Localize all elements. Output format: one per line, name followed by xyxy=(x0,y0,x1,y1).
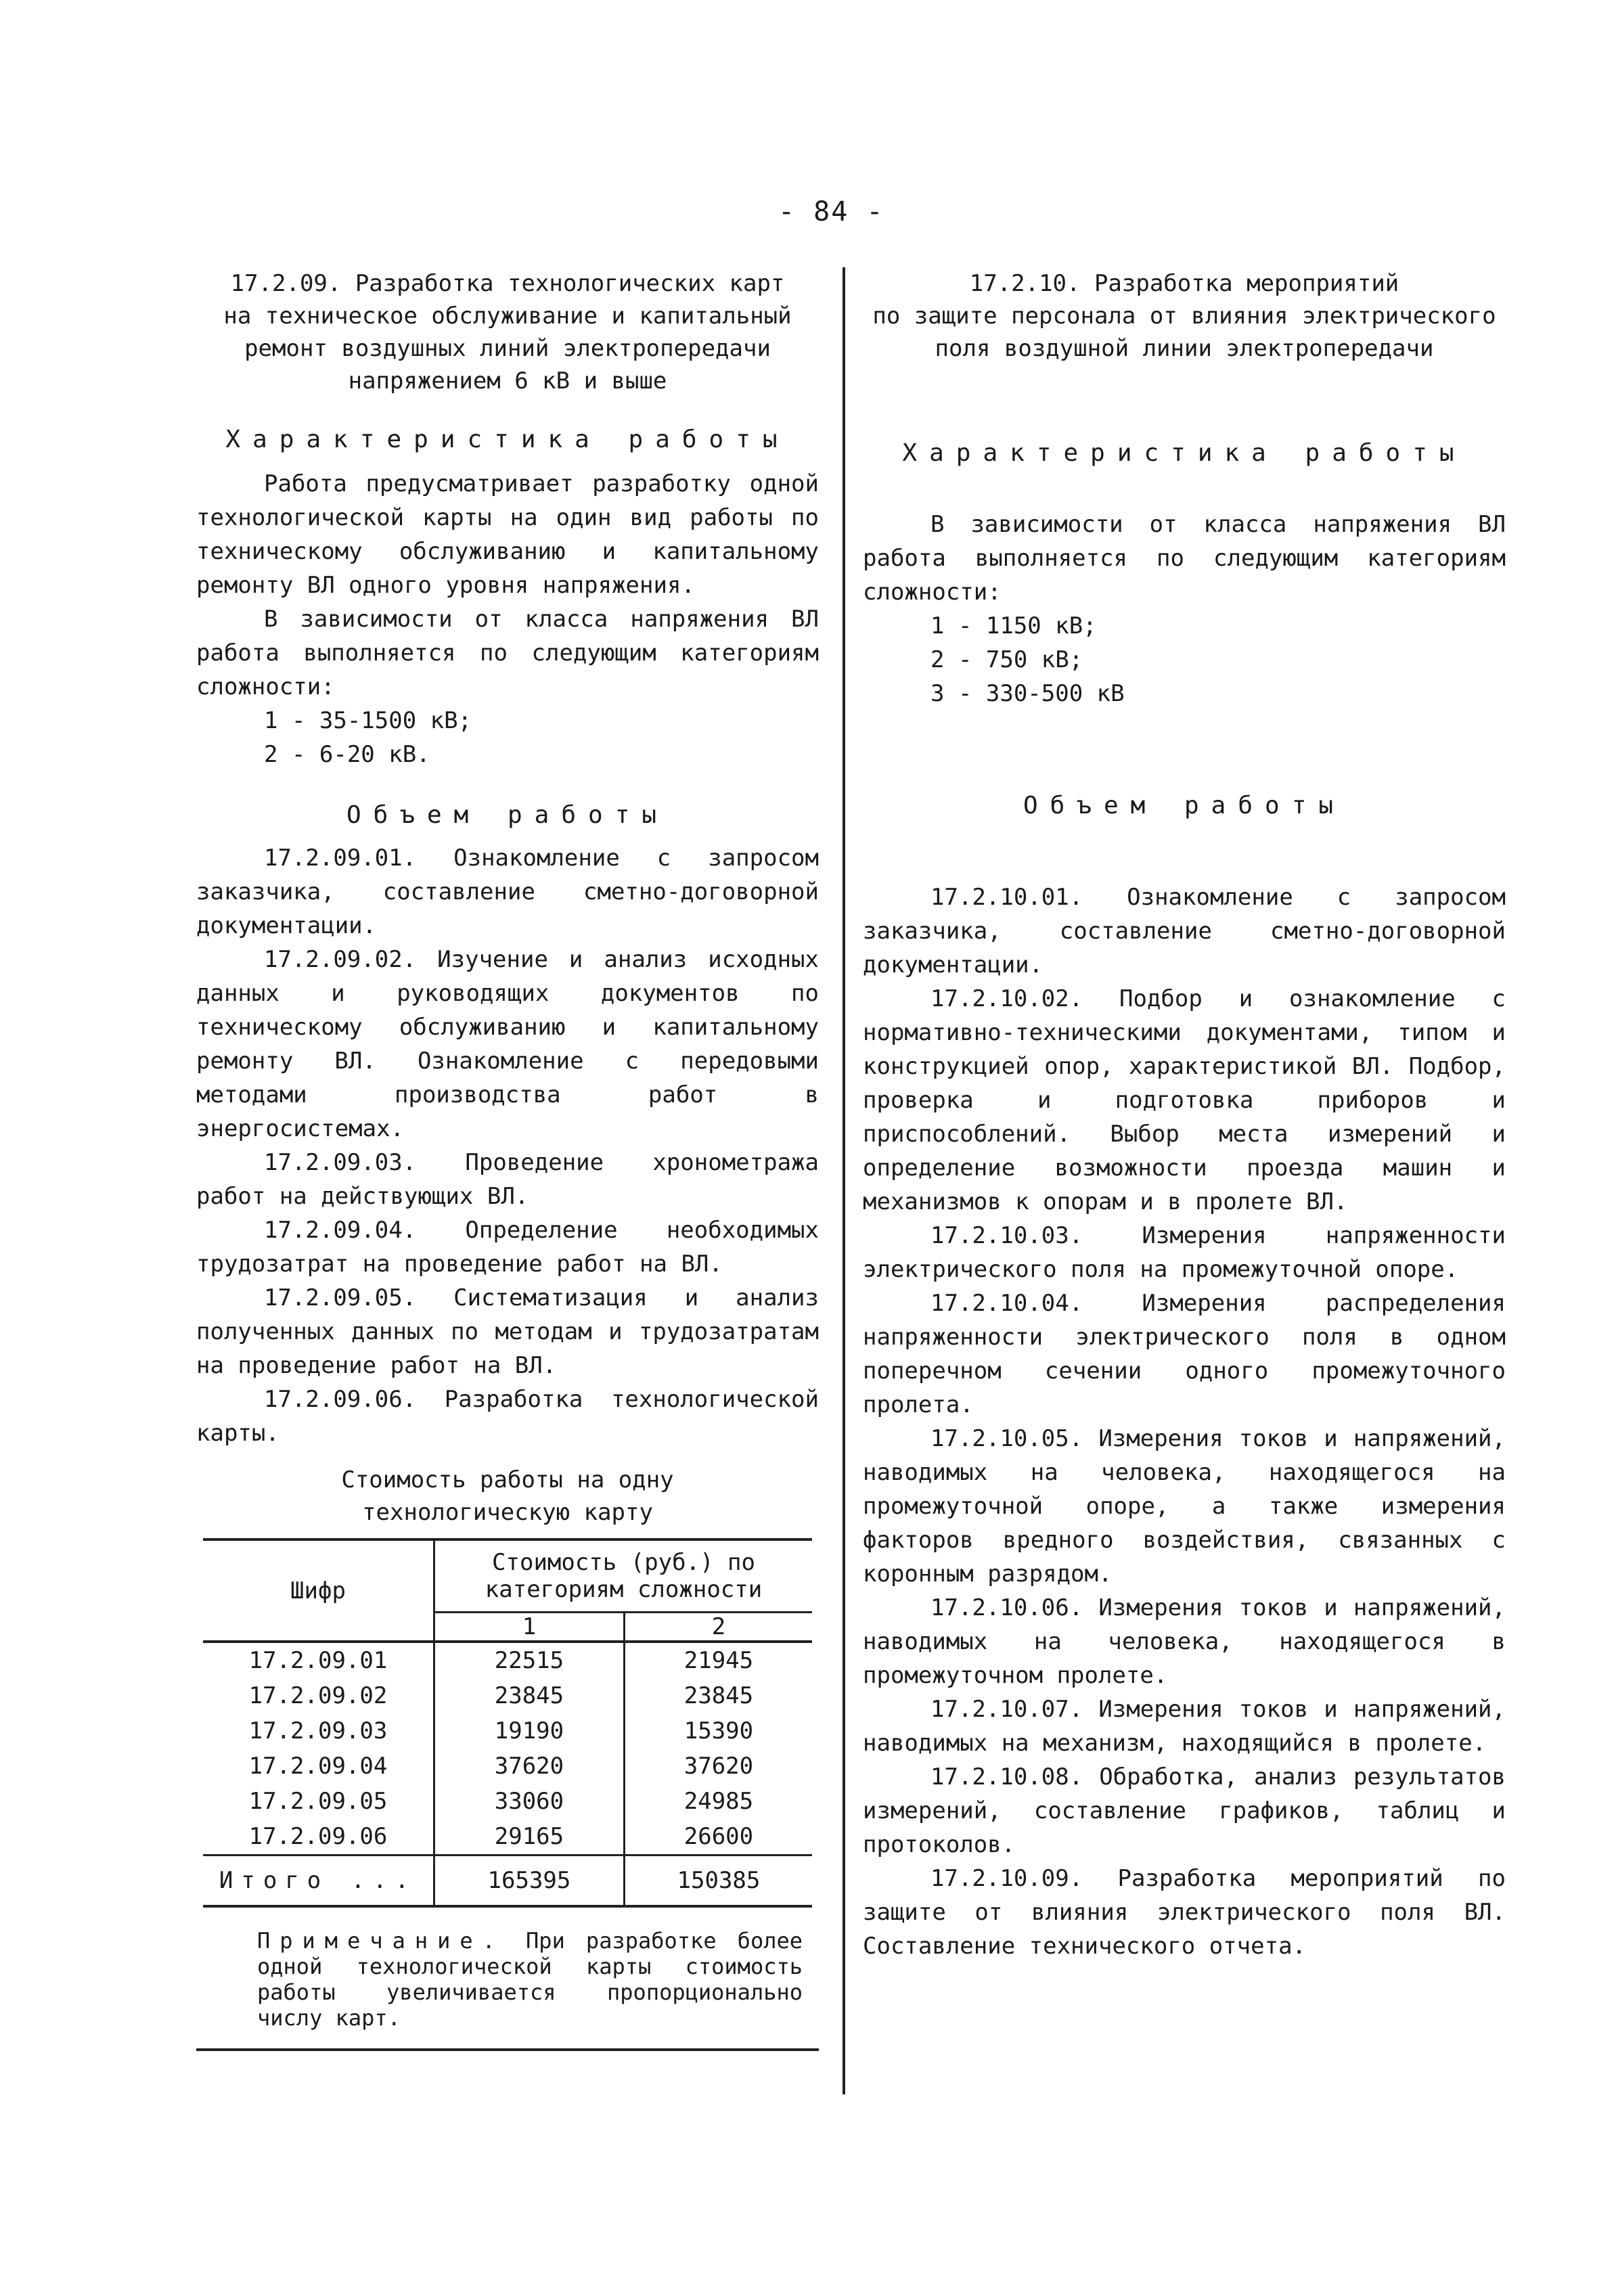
scope-item: 17.2.10.03. Измерения напряженности электрического поля на промежуточной опоре. xyxy=(863,1222,1506,1283)
scope-item: 17.2.10.06. Измерения токов и напряжений, наводимых на человека, находящегося в промежуточном пролете. xyxy=(863,1594,1506,1689)
category-item: 2 - 750 кВ; xyxy=(930,646,1083,673)
row-code: 17.2.09.02 xyxy=(203,1678,434,1713)
header-code: Шифр xyxy=(203,1539,434,1642)
note xyxy=(257,1928,803,2031)
table-row xyxy=(203,1749,812,1784)
right-section-title xyxy=(863,267,1506,365)
row-cost-2: 15390 xyxy=(683,1717,754,1744)
title-line: 17.2.10. Разработка мероприятий xyxy=(969,270,1399,297)
table-total-row xyxy=(203,1855,812,1907)
note-block xyxy=(196,1928,819,2051)
scope-item: 17.2.10.09. Разработка мероприятий по защите от влияния электрического поля ВЛ. Составление технического отчета. xyxy=(863,1865,1506,1960)
scope-item: 17.2.09.04. Определение необходимых трудозатрат на проведение работ на ВЛ. xyxy=(196,1217,819,1278)
total-label: Итого ... xyxy=(203,1855,434,1907)
cost-table xyxy=(203,1538,812,1908)
table-row xyxy=(203,1678,812,1713)
characteristic-heading: Характеристика работы xyxy=(225,426,790,453)
row-cost-2: 23845 xyxy=(683,1682,754,1709)
scope-item: 17.2.10.07. Измерения токов и напряжений, наводимых на механизм, находящийся в пролете. xyxy=(863,1696,1506,1757)
row-cost-2: 26600 xyxy=(683,1823,754,1850)
table-row xyxy=(203,1784,812,1819)
scope-heading: Объем работы xyxy=(346,801,669,829)
total-cost-2: 150385 xyxy=(677,1867,761,1894)
table-row xyxy=(203,1819,812,1855)
column-divider xyxy=(843,267,845,2094)
scope-heading: Объем работы xyxy=(1023,792,1346,819)
title-line: ремонт воздушных линий электропередачи xyxy=(244,335,771,362)
row-cost-1: 29165 xyxy=(434,1819,625,1855)
header-category-2: 2 xyxy=(711,1613,726,1640)
scope-item: 17.2.10.01. Ознакомление с запросом заказчика, составление сметно-договорной документации. xyxy=(863,884,1506,978)
title-line: по защите персонала от влияния электрического xyxy=(872,302,1496,330)
title-line: 17.2.09. Разработка технологических карт xyxy=(230,270,785,297)
total-cost-1: 165395 xyxy=(434,1855,625,1907)
right-column xyxy=(863,267,1506,1963)
table-row xyxy=(203,1713,812,1749)
scope-item: 17.2.09.02. Изучение и анализ исходных данных и руководящих документов по техническому обслуживанию и капитальному ремонту ВЛ. Ознакомление с передовыми методами производства работ в энергосистемах. xyxy=(196,946,819,1142)
category-item: 2 - 6-20 кВ. xyxy=(264,741,430,768)
page-number: - 84 - xyxy=(778,196,884,227)
table-caption xyxy=(196,1464,819,1529)
row-cost-2: 21945 xyxy=(683,1647,754,1674)
right-scope-list xyxy=(863,880,1506,1963)
row-code: 17.2.09.01 xyxy=(203,1642,434,1678)
right-characteristic-body xyxy=(863,508,1506,711)
table-row xyxy=(203,1642,812,1678)
row-code: 17.2.09.04 xyxy=(203,1749,434,1784)
scope-item: 17.2.10.08. Обработка, анализ результатов измерений, составление графиков, таблиц и протоколов. xyxy=(863,1763,1506,1858)
left-section-title xyxy=(196,267,819,397)
paragraph: В зависимости от класса напряжения ВЛ работа выполняется по следующим категориям сложности: xyxy=(196,606,819,700)
note-label: Примечание. xyxy=(257,1928,505,1954)
caption-line: технологическую карту xyxy=(362,1499,653,1526)
row-cost-2: 24985 xyxy=(683,1788,754,1815)
characteristic-heading: Характеристика работы xyxy=(902,439,1466,467)
row-cost-1: 33060 xyxy=(434,1784,625,1819)
left-characteristic-body xyxy=(196,467,819,771)
row-cost-2: 37620 xyxy=(683,1753,754,1780)
scope-item: 17.2.09.06. Разработка технологической карты. xyxy=(196,1386,819,1447)
category-item: 1 - 35-1500 кВ; xyxy=(264,707,472,734)
note-text: При разработке более одной технологической карты стоимость работы увеличивается пропорционально числу карт. xyxy=(257,1928,803,2031)
scope-item: 17.2.09.05. Систематизация и анализ полученных данных по методам и трудозатратам на проведение работ на ВЛ. xyxy=(196,1284,819,1379)
left-scope-list xyxy=(196,841,819,1450)
title-line: на техническое обслуживание и капитальный xyxy=(223,302,792,330)
row-cost-1: 19190 xyxy=(434,1713,625,1749)
header-category-1: 1 xyxy=(434,1613,625,1642)
row-code: 17.2.09.03 xyxy=(203,1713,434,1749)
row-cost-1: 37620 xyxy=(434,1749,625,1784)
row-code: 17.2.09.05 xyxy=(203,1784,434,1819)
header-cost: Стоимость (руб.) по категориям сложности xyxy=(434,1539,813,1613)
row-code: 17.2.09.06 xyxy=(203,1819,434,1855)
row-cost-1: 23845 xyxy=(434,1678,625,1713)
scope-item: 17.2.10.02. Подбор и ознакомление с нормативно-техническими документами, типом и конструкцией опор, характеристикой ВЛ. Подбор, проверка и подготовка приборов и приспособлений. Выбор места измерений и определение возможности проезда машин и механизмов к опорам и в пролете ВЛ. xyxy=(863,985,1506,1215)
title-line: напряжением 6 кВ и выше xyxy=(348,367,667,395)
paragraph: Работа предусматривает разработку одной технологической карты на один вид работы по техническому обслуживанию и капитальному ремонту ВЛ одного уровня напряжения. xyxy=(196,470,819,599)
paragraph: В зависимости от класса напряжения ВЛ работа выполняется по следующим категориям сложности: xyxy=(863,511,1506,606)
row-cost-1: 22515 xyxy=(434,1642,625,1678)
scope-item: 17.2.10.05. Измерения токов и напряжений, наводимых на человека, находящегося на промежуточной опоре, а также измерения факторов вредного воздействия, связанных с коронным разрядом. xyxy=(863,1425,1506,1588)
scope-item: 17.2.09.03. Проведение хронометража работ на действующих ВЛ. xyxy=(196,1149,819,1210)
scope-item: 17.2.10.04. Измерения распределения напряженности электрического поля в одном поперечном сечении одного промежуточного пролета. xyxy=(863,1290,1506,1418)
left-column xyxy=(196,267,819,2051)
category-item: 3 - 330-500 кВ xyxy=(930,680,1125,707)
caption-line: Стоимость работы на одну xyxy=(341,1466,674,1493)
scope-item: 17.2.09.01. Ознакомление с запросом заказчика, составление сметно-договорной документации. xyxy=(196,845,819,939)
category-item: 1 - 1150 кВ; xyxy=(930,612,1097,639)
title-line: поля воздушной линии электропередачи xyxy=(935,335,1434,362)
